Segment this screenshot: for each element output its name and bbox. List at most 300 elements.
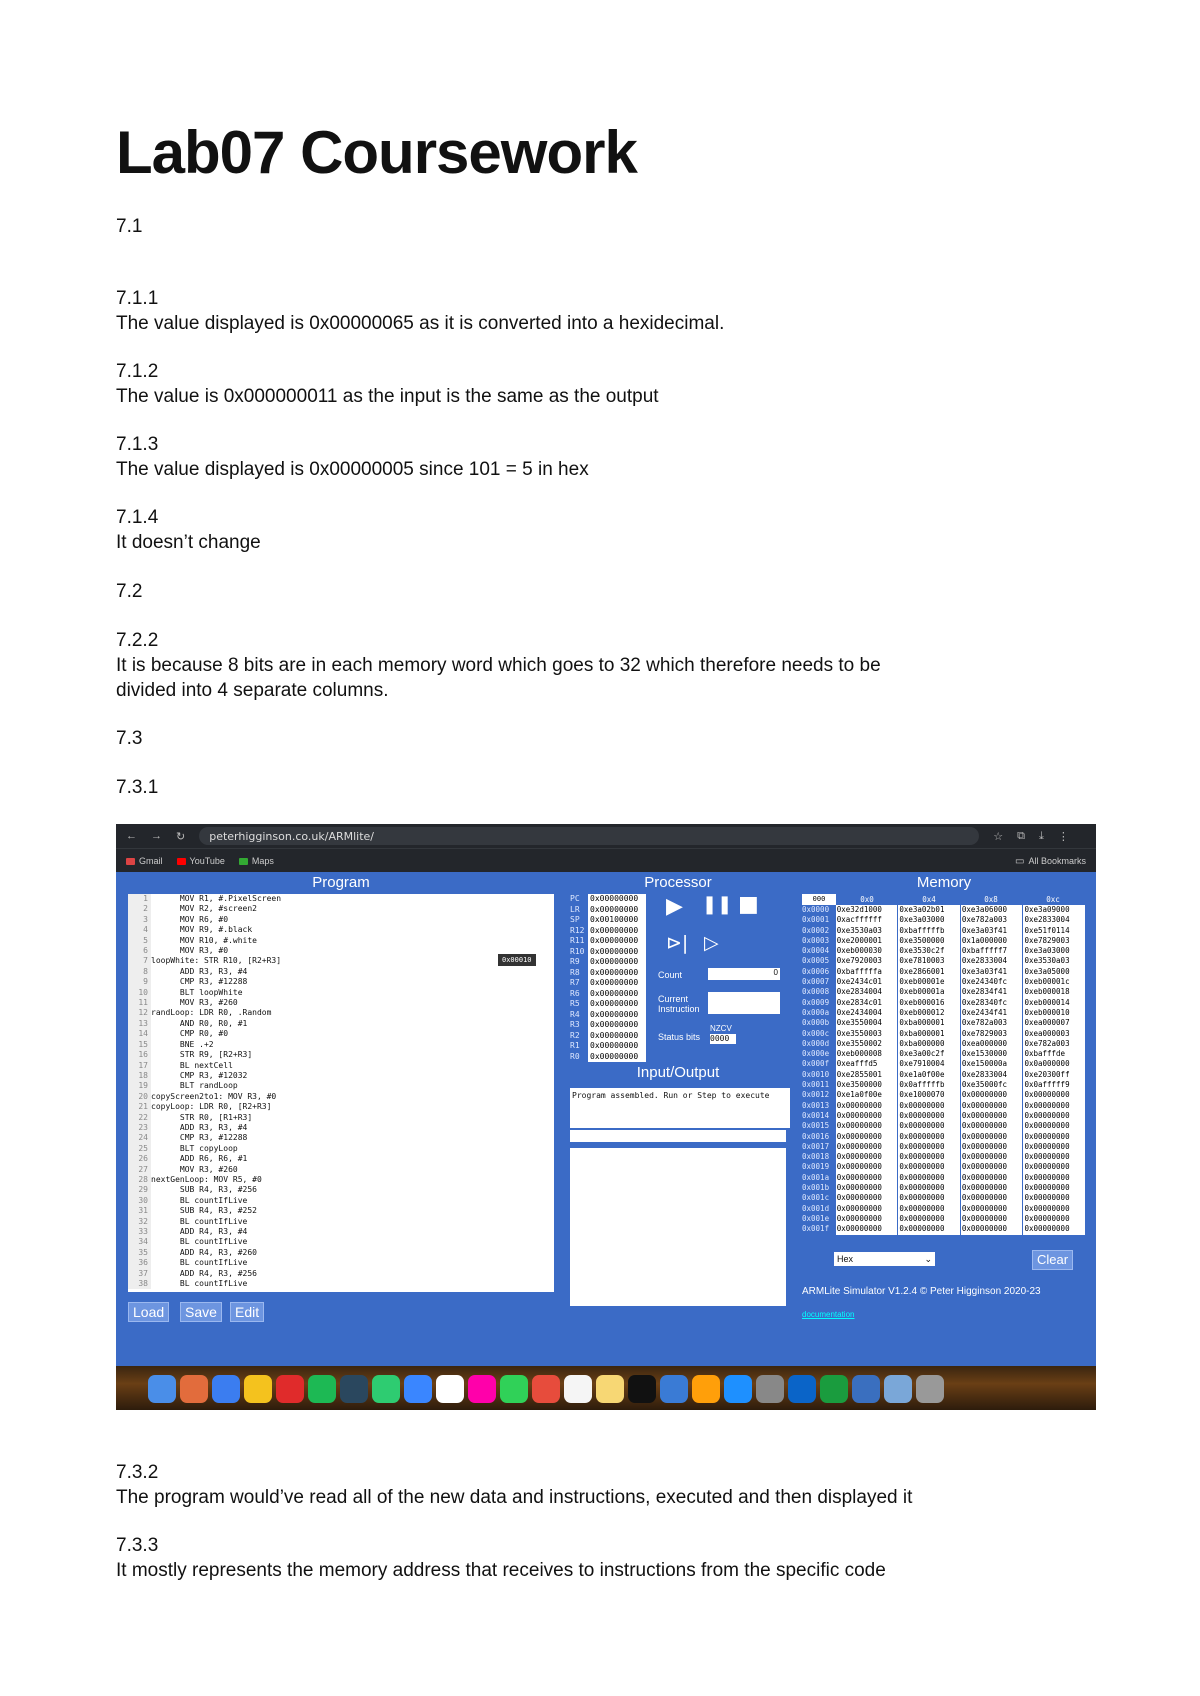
register-name: R8 bbox=[570, 967, 580, 977]
memory-cell: 0x00000000 bbox=[898, 1162, 960, 1172]
memory-cell: 0x00000000 bbox=[1023, 1090, 1085, 1100]
dock-app-icon[interactable] bbox=[916, 1375, 944, 1403]
memory-cell: 0xe7829003 bbox=[961, 1029, 1023, 1039]
format-select[interactable] bbox=[834, 1252, 935, 1266]
back-icon[interactable]: ← bbox=[126, 830, 137, 842]
star-icon[interactable]: ☆ bbox=[993, 830, 1004, 843]
memory-cell: 0xbafffff7 bbox=[961, 946, 1023, 956]
dock-app-icon[interactable] bbox=[788, 1375, 816, 1403]
dock-app-icon[interactable] bbox=[692, 1375, 720, 1403]
dock-app-icon[interactable] bbox=[180, 1375, 208, 1403]
register-name: LR bbox=[570, 904, 580, 914]
memory-row bbox=[802, 1183, 1086, 1193]
memory-page-field[interactable]: 000 bbox=[802, 894, 836, 905]
memory-row bbox=[802, 987, 1086, 997]
section-heading: 7.3.2 bbox=[116, 1462, 159, 1483]
line-number: 25 bbox=[128, 1144, 151, 1154]
section-heading: 7.1.4 bbox=[116, 507, 159, 528]
download-icon[interactable]: ⤓ bbox=[1038, 829, 1044, 842]
memory-title: Memory bbox=[916, 874, 972, 891]
memory-row bbox=[802, 967, 1086, 977]
memory-cell: 0xe7920003 bbox=[836, 956, 898, 966]
code-line bbox=[128, 1154, 554, 1164]
line-number: 10 bbox=[128, 988, 151, 998]
code-text: ADD R4, R3, #260 bbox=[151, 1247, 257, 1257]
program-editor[interactable] bbox=[128, 894, 554, 1292]
register-row bbox=[570, 1041, 652, 1052]
dock-app-icon[interactable] bbox=[244, 1375, 272, 1403]
io-output-area bbox=[570, 1148, 786, 1306]
memory-cell: 0xe35000fc bbox=[961, 1080, 1023, 1090]
code-line bbox=[128, 904, 554, 914]
register-value: 0x00000000 bbox=[588, 1031, 646, 1042]
memory-cell: 0x00000000 bbox=[961, 1121, 1023, 1131]
code-line bbox=[128, 998, 554, 1008]
code-text: STR R0, [R1+R3] bbox=[151, 1112, 253, 1122]
line-number: 7 bbox=[128, 956, 151, 966]
memory-cell: 0x00000000 bbox=[836, 1101, 898, 1111]
memory-cell: 0x00000000 bbox=[961, 1101, 1023, 1111]
code-text: CMP R3, #12032 bbox=[151, 1070, 248, 1080]
step-forward-icon[interactable]: ▷ bbox=[704, 932, 719, 954]
memory-row bbox=[802, 1029, 1086, 1039]
code-text: BLT copyLoop bbox=[151, 1143, 238, 1153]
memory-cell: 0x00000000 bbox=[1023, 1111, 1085, 1121]
dock-app-icon[interactable] bbox=[276, 1375, 304, 1403]
code-text: CMP R0, #0 bbox=[151, 1029, 229, 1039]
register-name: R9 bbox=[570, 957, 580, 966]
memory-cell: 0x00000000 bbox=[1023, 1142, 1085, 1152]
register-row bbox=[570, 905, 652, 916]
memory-table bbox=[802, 894, 1086, 1235]
register-row bbox=[570, 894, 652, 905]
answer-text: The value displayed is 0x00000005 since 101 = 5 in hex bbox=[116, 459, 589, 480]
memory-cell: 0xba000001 bbox=[898, 1018, 960, 1028]
memory-address: 0x0008 bbox=[802, 987, 830, 997]
memory-cell: 0x00000000 bbox=[1023, 1101, 1085, 1111]
macos-dock bbox=[116, 1366, 1096, 1410]
memory-row bbox=[802, 946, 1086, 956]
code-text: SUB R4, R3, #252 bbox=[151, 1206, 257, 1216]
forward-icon[interactable]: → bbox=[151, 830, 162, 842]
memory-cell: 0xe2434f41 bbox=[961, 1008, 1023, 1018]
code-text: BL countIfLive bbox=[151, 1195, 248, 1205]
dock-app-icon[interactable] bbox=[532, 1375, 560, 1403]
memory-cell: 0x00000000 bbox=[961, 1162, 1023, 1172]
code-text: nextGenLoop: MOV R5, #0 bbox=[151, 1174, 262, 1184]
memory-cell: 0xeb000018 bbox=[1023, 987, 1085, 997]
memory-cell: 0xe150000a bbox=[961, 1059, 1023, 1069]
memory-cell: 0xe3a09000 bbox=[1023, 905, 1085, 915]
url-text: peterhigginson.co.uk/ARMlite/ bbox=[209, 829, 375, 843]
answer-text: The value is 0x000000011 as the input is the same as the output bbox=[116, 386, 659, 407]
memory-cell: 0x00000000 bbox=[961, 1224, 1023, 1234]
memory-row bbox=[802, 956, 1086, 966]
memory-address: 0x0003 bbox=[802, 935, 830, 945]
memory-row bbox=[802, 1132, 1086, 1142]
code-text: MOV R6, #0 bbox=[151, 914, 229, 924]
memory-cell: 0x00000000 bbox=[836, 1142, 898, 1152]
memory-row bbox=[802, 1152, 1086, 1162]
line-number: 30 bbox=[128, 1196, 151, 1206]
code-line bbox=[128, 1040, 554, 1050]
menu-icon[interactable]: ⋮ bbox=[1057, 830, 1069, 843]
extensions-icon[interactable]: ⧉ bbox=[1017, 829, 1025, 842]
memory-address: 0x000a bbox=[802, 1007, 830, 1017]
dock-app-icon[interactable] bbox=[660, 1375, 688, 1403]
dock-app-icon[interactable] bbox=[820, 1375, 848, 1403]
folder-icon: ▭ bbox=[1015, 855, 1025, 867]
code-line bbox=[128, 1113, 554, 1123]
line-number: 13 bbox=[128, 1019, 151, 1029]
section-heading: 7.3.3 bbox=[116, 1535, 159, 1556]
code-line bbox=[128, 1258, 554, 1268]
program-title: Program bbox=[312, 874, 370, 891]
register-row bbox=[570, 957, 652, 968]
memory-address: 0x0017 bbox=[802, 1141, 830, 1151]
dock-app-icon[interactable] bbox=[468, 1375, 496, 1403]
code-line bbox=[128, 1092, 554, 1102]
register-value: 0x00000000 bbox=[588, 1020, 646, 1031]
memory-cell: 0xeb000010 bbox=[1023, 1008, 1085, 1018]
register-name: R6 bbox=[570, 988, 580, 998]
dock-app-icon[interactable] bbox=[436, 1375, 464, 1403]
memory-cell: 0x00000000 bbox=[961, 1142, 1023, 1152]
dock-app-icon[interactable] bbox=[404, 1375, 432, 1403]
code-text: CMP R3, #12288 bbox=[151, 1133, 248, 1143]
register-row bbox=[570, 1020, 652, 1031]
memory-address: 0x0012 bbox=[802, 1090, 830, 1100]
memory-cell: 0xeb00001a bbox=[898, 987, 960, 997]
code-text: MOV R10, #.white bbox=[151, 935, 257, 945]
line-number: 38 bbox=[128, 1279, 151, 1289]
memory-cell: 0x00000000 bbox=[1023, 1224, 1085, 1234]
line-number: 11 bbox=[128, 998, 151, 1008]
memory-cell: 0xe28340fc bbox=[961, 998, 1023, 1008]
code-text: BL countIfLive bbox=[151, 1216, 248, 1226]
pause-icon[interactable]: ❚❚ bbox=[702, 894, 733, 915]
line-number: 8 bbox=[128, 967, 151, 977]
status-flags-label: NZCV bbox=[710, 1024, 732, 1033]
memory-row bbox=[802, 1070, 1086, 1080]
register-name: R12 bbox=[570, 925, 585, 935]
code-text: MOV R9, #.black bbox=[151, 925, 253, 935]
line-number: 36 bbox=[128, 1258, 151, 1268]
processor-title: Processor bbox=[644, 874, 712, 891]
memory-address: 0x0009 bbox=[802, 997, 830, 1007]
register-value: 0x00000000 bbox=[588, 894, 646, 905]
dock-app-icon[interactable] bbox=[372, 1375, 400, 1403]
code-text: copyScreen2to1: MOV R3, #0 bbox=[151, 1091, 277, 1101]
section-heading: 7.1.3 bbox=[116, 434, 159, 455]
memory-address: 0x0001 bbox=[802, 915, 830, 925]
armlite-screenshot bbox=[116, 824, 1096, 1410]
memory-cell: 0x00000000 bbox=[898, 1101, 960, 1111]
memory-address: 0x0007 bbox=[802, 977, 830, 987]
register-row bbox=[570, 1010, 652, 1021]
line-number: 5 bbox=[128, 936, 151, 946]
memory-row bbox=[802, 1121, 1086, 1131]
memory-row bbox=[802, 1193, 1086, 1203]
section-heading: 7.2 bbox=[116, 581, 143, 602]
save-button[interactable]: Save bbox=[180, 1302, 222, 1322]
code-line bbox=[128, 1133, 554, 1143]
dock-app-icon[interactable] bbox=[564, 1375, 592, 1403]
dock-app-icon[interactable] bbox=[852, 1375, 880, 1403]
code-line bbox=[128, 946, 554, 956]
dock-app-icon[interactable] bbox=[340, 1375, 368, 1403]
code-line bbox=[128, 1061, 554, 1071]
answer-text: The program would’ve read all of the new data and instructions, executed and then displayed it bbox=[116, 1487, 913, 1508]
documentation-link[interactable]: documentation bbox=[802, 1310, 855, 1319]
memory-cell: 0xeafffd5 bbox=[836, 1059, 898, 1069]
memory-cell: 0x0a000000 bbox=[1023, 1059, 1085, 1069]
code-line bbox=[128, 1102, 554, 1112]
memory-cell: 0xeb00001c bbox=[1023, 977, 1085, 987]
code-line bbox=[128, 1008, 554, 1018]
edit-button[interactable]: Edit bbox=[230, 1302, 264, 1322]
code-line bbox=[128, 915, 554, 925]
memory-cell: 0xe7810003 bbox=[898, 956, 960, 966]
register-value: 0x00000000 bbox=[588, 1010, 646, 1021]
memory-cell: 0x00000000 bbox=[898, 1142, 960, 1152]
memory-cell: 0xe3500000 bbox=[836, 1080, 898, 1090]
code-line bbox=[128, 1175, 554, 1185]
register-value: 0x00000000 bbox=[588, 936, 646, 947]
memory-address: 0x0013 bbox=[802, 1100, 830, 1110]
line-number: 32 bbox=[128, 1217, 151, 1227]
code-line bbox=[128, 1248, 554, 1258]
memory-cell: 0xe1530000 bbox=[961, 1049, 1023, 1059]
memory-cell: 0xeb000030 bbox=[836, 946, 898, 956]
step-icon[interactable]: ⊳| bbox=[666, 932, 689, 954]
line-number: 21 bbox=[128, 1102, 151, 1112]
memory-cell: 0xbafffde bbox=[1023, 1049, 1085, 1059]
memory-cell: 0xe2434c01 bbox=[836, 977, 898, 987]
line-number: 19 bbox=[128, 1081, 151, 1091]
memory-cell: 0xeb00001e bbox=[898, 977, 960, 987]
instruction-label: Instruction bbox=[658, 1004, 700, 1014]
all-bookmarks[interactable] bbox=[1015, 856, 1086, 867]
line-number: 29 bbox=[128, 1185, 151, 1195]
memory-cell: 0x00000000 bbox=[898, 1111, 960, 1121]
memory-cell: 0xe3550002 bbox=[836, 1039, 898, 1049]
section-heading: 7.1.1 bbox=[116, 288, 159, 309]
register-value: 0x00000000 bbox=[588, 989, 646, 1000]
dock-app-icon[interactable] bbox=[756, 1375, 784, 1403]
answer-text: It doesn’t change bbox=[116, 532, 261, 553]
register-value: 0x00000000 bbox=[588, 926, 646, 937]
current-label: Current bbox=[658, 994, 689, 1004]
code-line bbox=[128, 1206, 554, 1216]
memory-cell: 0x00000000 bbox=[1023, 1193, 1085, 1203]
memory-cell: 0x00000000 bbox=[1023, 1162, 1085, 1172]
line-number: 12 bbox=[128, 1008, 151, 1018]
bookmark-label: YouTube bbox=[189, 856, 225, 866]
section-heading: 7.3 bbox=[116, 728, 143, 749]
line-number: 28 bbox=[128, 1175, 151, 1185]
memory-cell: 0x1a000000 bbox=[961, 936, 1023, 946]
memory-cell: 0xe2434004 bbox=[836, 1008, 898, 1018]
memory-address: 0x0014 bbox=[802, 1110, 830, 1120]
line-number: 34 bbox=[128, 1237, 151, 1247]
memory-row bbox=[802, 1204, 1086, 1214]
memory-cell: 0x00000000 bbox=[961, 1132, 1023, 1142]
gmail-icon bbox=[126, 858, 135, 865]
memory-address: 0x001d bbox=[802, 1203, 830, 1213]
memory-cell: 0xe2000001 bbox=[836, 936, 898, 946]
code-text: BL nextCell bbox=[151, 1060, 233, 1070]
register-name: SP bbox=[570, 915, 580, 924]
memory-cell: 0xe3550004 bbox=[836, 1018, 898, 1028]
register-name: R2 bbox=[570, 1030, 580, 1040]
register-row bbox=[570, 936, 652, 947]
line-number: 2 bbox=[128, 904, 151, 914]
register-list bbox=[570, 894, 652, 1062]
line-number: 1 bbox=[128, 894, 151, 904]
dock-app-icon[interactable] bbox=[628, 1375, 656, 1403]
memory-cell: 0xe2834c01 bbox=[836, 998, 898, 1008]
dock-app-icon[interactable] bbox=[724, 1375, 752, 1403]
stop-icon[interactable]: ■ bbox=[738, 892, 759, 917]
page-title: Lab07 Coursework bbox=[116, 119, 637, 186]
code-text: CMP R3, #12288 bbox=[151, 977, 248, 987]
memory-cell: 0x00000000 bbox=[836, 1132, 898, 1142]
memory-cell: 0x00000000 bbox=[961, 1204, 1023, 1214]
memory-cell: 0x0afffffb bbox=[898, 1080, 960, 1090]
clear-button[interactable]: Clear bbox=[1032, 1250, 1073, 1270]
memory-cell: 0xe2833004 bbox=[1023, 915, 1085, 925]
memory-cell: 0x00000000 bbox=[898, 1214, 960, 1224]
load-button[interactable]: Load bbox=[128, 1302, 169, 1322]
chevron-down-icon: ⌄ bbox=[924, 1254, 932, 1264]
memory-cell: 0xe2834f41 bbox=[961, 987, 1023, 997]
memory-cell: 0x00000000 bbox=[961, 1193, 1023, 1203]
memory-row bbox=[802, 926, 1086, 936]
memory-cell: 0x00000000 bbox=[961, 1111, 1023, 1121]
memory-address: 0x0005 bbox=[802, 956, 830, 966]
version-text: ARMLite Simulator V1.2.4 © Peter Higginson 2020-23 bbox=[802, 1286, 1041, 1297]
bookmark-youtube[interactable] bbox=[177, 856, 225, 866]
register-row bbox=[570, 1031, 652, 1042]
dock-app-icon[interactable] bbox=[148, 1375, 176, 1403]
line-number: 16 bbox=[128, 1050, 151, 1060]
code-line bbox=[128, 956, 554, 966]
register-name: R3 bbox=[570, 1020, 580, 1029]
memory-cell: 0x00000000 bbox=[836, 1162, 898, 1172]
memory-cell: 0xbafffffb bbox=[898, 926, 960, 936]
register-row bbox=[570, 915, 652, 926]
answer-text: divided into 4 separate columns. bbox=[116, 680, 389, 701]
memory-row bbox=[802, 1214, 1086, 1224]
status-bits-field: 0000 bbox=[710, 1034, 736, 1044]
youtube-icon bbox=[177, 858, 186, 865]
memory-cell: 0xe2833004 bbox=[961, 1070, 1023, 1080]
memory-col-header: 0x0 bbox=[860, 895, 874, 904]
address-bar[interactable] bbox=[199, 827, 979, 845]
memory-cell: 0x00000000 bbox=[836, 1121, 898, 1131]
dock-app-icon[interactable] bbox=[884, 1375, 912, 1403]
code-line bbox=[128, 1029, 554, 1039]
memory-row bbox=[802, 1111, 1086, 1121]
bookmark-maps[interactable] bbox=[239, 856, 274, 866]
memory-cell: 0x00000000 bbox=[961, 1183, 1023, 1193]
io-title: Input/Output bbox=[636, 1064, 720, 1081]
memory-address: 0x000c bbox=[802, 1028, 830, 1038]
dock-app-icon[interactable] bbox=[596, 1375, 624, 1403]
memory-row bbox=[802, 1101, 1086, 1111]
register-value: 0x00000000 bbox=[588, 968, 646, 979]
browser-chrome bbox=[116, 824, 1096, 872]
register-value: 0x00100000 bbox=[588, 915, 646, 926]
memory-cell: 0xe3550003 bbox=[836, 1029, 898, 1039]
bookmark-gmail[interactable] bbox=[126, 856, 163, 866]
memory-cell: 0xe782a003 bbox=[961, 915, 1023, 925]
memory-cell: 0x00000000 bbox=[1023, 1214, 1085, 1224]
code-text: BL countIfLive bbox=[151, 1237, 248, 1247]
answer-text: The value displayed is 0x00000065 as it is converted into a hexidecimal. bbox=[116, 313, 725, 334]
memory-row bbox=[802, 998, 1086, 1008]
memory-cell: 0x00000000 bbox=[898, 1183, 960, 1193]
memory-cell: 0x00000000 bbox=[961, 1090, 1023, 1100]
run-icon[interactable]: ▶ bbox=[666, 894, 683, 919]
code-text: ADD R3, R3, #4 bbox=[151, 1122, 248, 1132]
io-input-field[interactable] bbox=[570, 1130, 786, 1142]
memory-cell: 0x00000000 bbox=[836, 1204, 898, 1214]
memory-cell: 0x00000000 bbox=[836, 1111, 898, 1121]
answer-text: It mostly represents the memory address that receives to instructions from the specific code bbox=[116, 1560, 886, 1581]
code-line bbox=[128, 1019, 554, 1029]
memory-cell: 0xe1a0f00e bbox=[898, 1070, 960, 1080]
register-value: 0x00000000 bbox=[588, 999, 646, 1010]
code-text: MOV R2, #screen2 bbox=[151, 904, 257, 914]
memory-address: 0x001b bbox=[802, 1183, 830, 1193]
memory-cell: 0x00000000 bbox=[1023, 1132, 1085, 1142]
memory-cell: 0x00000000 bbox=[898, 1193, 960, 1203]
code-text: MOV R3, #260 bbox=[151, 1164, 238, 1174]
memory-cell: 0x00000000 bbox=[1023, 1183, 1085, 1193]
memory-cell: 0xe3a03000 bbox=[1023, 946, 1085, 956]
register-value: 0x00000000 bbox=[588, 1041, 646, 1052]
code-text: MOV R1, #.PixelScreen bbox=[151, 894, 282, 903]
memory-cell: 0x00000000 bbox=[961, 1152, 1023, 1162]
register-row bbox=[570, 1052, 652, 1063]
register-name: R7 bbox=[570, 978, 580, 987]
dock-app-icon[interactable] bbox=[212, 1375, 240, 1403]
code-line bbox=[128, 1081, 554, 1091]
register-row bbox=[570, 978, 652, 989]
reload-icon[interactable]: ↻ bbox=[176, 830, 186, 843]
code-text: loopWhite: STR R10, [R2+R3] bbox=[151, 956, 282, 966]
register-name: R0 bbox=[570, 1051, 580, 1061]
memory-cell: 0xe3a03000 bbox=[898, 915, 960, 925]
memory-cell: 0xe2834004 bbox=[836, 987, 898, 997]
current-instruction-field bbox=[708, 992, 780, 1014]
memory-row bbox=[802, 1008, 1086, 1018]
code-line bbox=[128, 925, 554, 935]
dock-app-icon[interactable] bbox=[308, 1375, 336, 1403]
line-number: 26 bbox=[128, 1154, 151, 1164]
memory-cell: 0xe24340fc bbox=[961, 977, 1023, 987]
bookmark-label: Maps bbox=[251, 856, 274, 866]
dock-app-icon[interactable] bbox=[500, 1375, 528, 1403]
memory-cell: 0xe782a003 bbox=[1023, 1039, 1085, 1049]
memory-row bbox=[802, 915, 1086, 925]
memory-cell: 0x00000000 bbox=[961, 1214, 1023, 1224]
memory-cell: 0x00000000 bbox=[898, 1121, 960, 1131]
register-value: 0x00000000 bbox=[588, 1052, 646, 1063]
code-line bbox=[128, 1196, 554, 1206]
